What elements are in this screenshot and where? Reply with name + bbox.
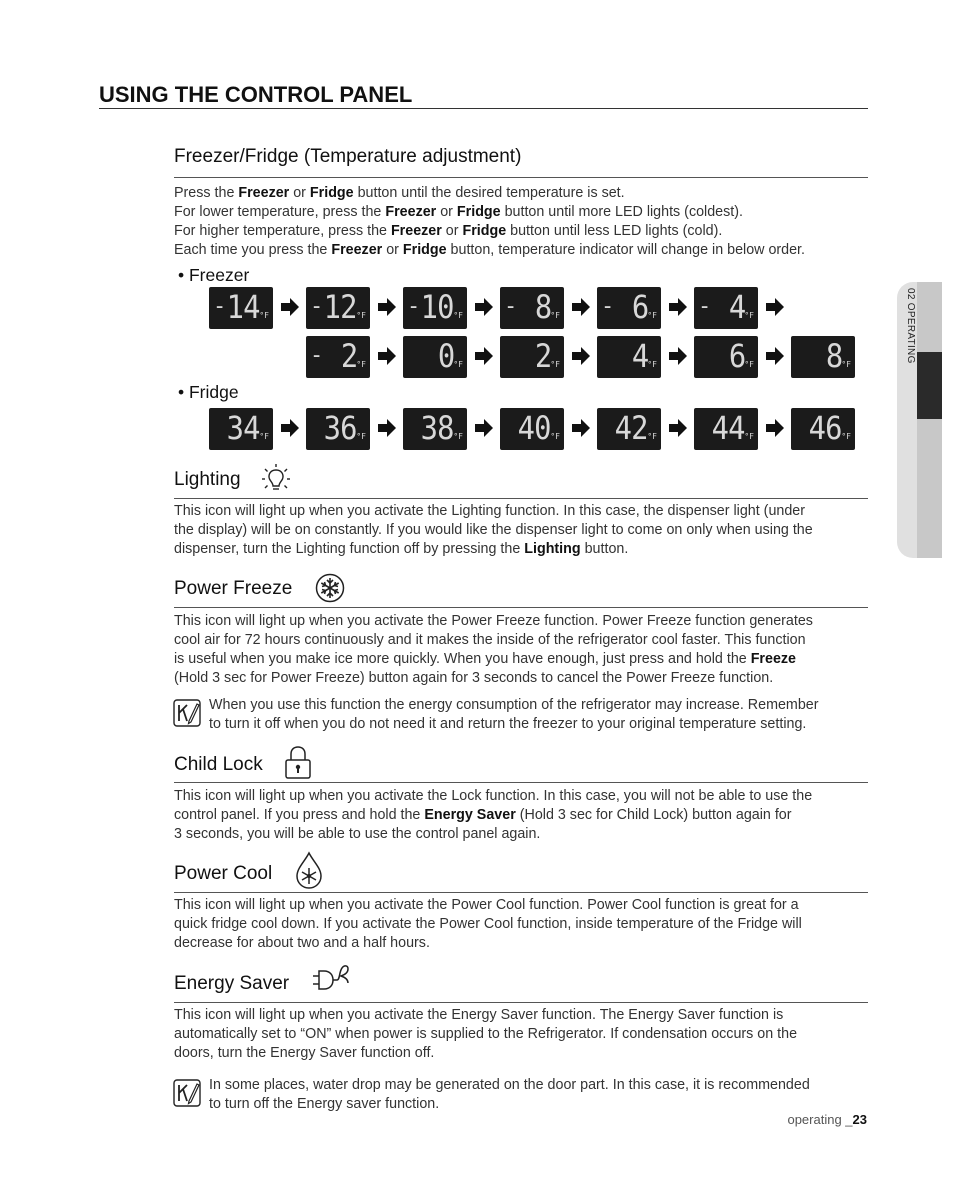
temperature-display bbox=[597, 336, 661, 378]
power-cool-icon bbox=[294, 851, 324, 891]
arrow-right-icon bbox=[668, 418, 688, 438]
arrow-right-icon bbox=[571, 418, 591, 438]
temperature-display bbox=[403, 408, 467, 450]
minus-sign: - bbox=[504, 294, 518, 319]
title-rule bbox=[99, 108, 868, 109]
arrow-right-icon bbox=[668, 297, 688, 317]
temperature-value: 6 bbox=[631, 288, 648, 326]
power-freeze-text: This icon will light up when you activate the Power Freeze function. Power Freeze function generates cool air for 72 hours continuously and it makes the inside of the refrigerator cool faster. This function is useful when you make ice more quickly. When you have enough, just press and hold the Freeze (Hold 3 sec for Power Freeze) button again for 3 seconds to cancel the Power Freeze function. bbox=[174, 613, 813, 686]
minus-sign: - bbox=[213, 294, 227, 319]
temperature-value: 34 bbox=[227, 409, 260, 447]
temperature-display bbox=[306, 408, 370, 450]
minus-sign: - bbox=[310, 343, 324, 368]
unit-label: °F bbox=[744, 360, 754, 369]
energy-saver-heading: Energy Saver bbox=[174, 973, 290, 994]
temperature-display bbox=[500, 408, 564, 450]
temp-line: For lower temperature, press the Freezer or Fridge button until more LED lights (coldest). bbox=[174, 204, 743, 220]
arrow-right-icon bbox=[377, 297, 397, 317]
lock-icon bbox=[284, 745, 312, 781]
minus-sign: - bbox=[407, 294, 421, 319]
arrow-right-icon bbox=[280, 418, 300, 438]
temp-rule bbox=[174, 177, 868, 178]
side-tab-label: 02 OPERATING bbox=[905, 288, 916, 364]
child-lock-text: This icon will light up when you activate the Lock function. In this case, you will not be able to use the control panel. If you press and hold the Energy Saver (Hold 3 sec for Child Lock) button again for 3 seconds, you will be able to use the control panel again. bbox=[174, 788, 813, 842]
power-cool-heading: Power Cool bbox=[174, 863, 273, 884]
arrow-right-icon bbox=[765, 297, 785, 317]
note-icon bbox=[173, 699, 201, 727]
temperature-value: 8 bbox=[534, 288, 551, 326]
unit-label: °F bbox=[453, 360, 463, 369]
temperature-value: 14 bbox=[227, 288, 260, 326]
unit-label: °F bbox=[550, 360, 560, 369]
unit-label: °F bbox=[259, 432, 269, 441]
arrow-right-icon bbox=[571, 346, 591, 366]
arrow-right-icon bbox=[668, 346, 688, 366]
page-footer: operating _23 bbox=[787, 1112, 867, 1127]
temperature-display bbox=[791, 336, 855, 378]
minus-sign: - bbox=[310, 294, 324, 319]
temperature-value: 2 bbox=[534, 337, 551, 375]
temp-line: Each time you press the Freezer or Fridge button, temperature indicator will change in below order. bbox=[174, 242, 805, 258]
unit-label: °F bbox=[744, 432, 754, 441]
temperature-value: 44 bbox=[712, 409, 745, 447]
child-lock-heading: Child Lock bbox=[174, 754, 263, 775]
temp-line: Press the Freezer or Fridge button until the desired temperature is set. bbox=[174, 185, 625, 201]
temperature-display bbox=[694, 408, 758, 450]
temperature-display bbox=[403, 287, 467, 329]
lightbulb-icon bbox=[260, 462, 292, 496]
temperature-value: 6 bbox=[728, 337, 745, 375]
temperature-value: 4 bbox=[728, 288, 745, 326]
temperature-display bbox=[306, 287, 370, 329]
arrow-right-icon bbox=[377, 346, 397, 366]
unit-label: °F bbox=[744, 311, 754, 320]
temperature-value: 2 bbox=[340, 337, 357, 375]
minus-sign: - bbox=[601, 294, 615, 319]
unit-label: °F bbox=[647, 432, 657, 441]
arrow-right-icon bbox=[571, 297, 591, 317]
power-freeze-heading: Power Freeze bbox=[174, 578, 293, 599]
arrow-right-icon bbox=[765, 346, 785, 366]
temperature-display bbox=[403, 336, 467, 378]
arrow-right-icon bbox=[377, 418, 397, 438]
temperature-value: 12 bbox=[324, 288, 357, 326]
temperature-value: 8 bbox=[825, 337, 842, 375]
fridge-label: • Fridge bbox=[178, 382, 239, 402]
temperature-value: 42 bbox=[615, 409, 648, 447]
unit-label: °F bbox=[356, 311, 366, 320]
unit-label: °F bbox=[841, 360, 851, 369]
unit-label: °F bbox=[259, 311, 269, 320]
temp-instructions bbox=[174, 184, 868, 260]
temperature-value: 40 bbox=[518, 409, 551, 447]
temperature-value: 38 bbox=[421, 409, 454, 447]
page-title: USING THE CONTROL PANEL bbox=[99, 82, 413, 107]
temperature-display bbox=[500, 287, 564, 329]
temperature-display bbox=[209, 287, 273, 329]
energy-saver-icon bbox=[311, 962, 351, 996]
unit-label: °F bbox=[356, 432, 366, 441]
side-tab-bar bbox=[917, 282, 942, 558]
temperature-display bbox=[500, 336, 564, 378]
temperature-display bbox=[791, 408, 855, 450]
freezer-label: • Freezer bbox=[178, 265, 250, 285]
power-cool-rule bbox=[174, 892, 868, 893]
minus-sign: - bbox=[698, 294, 712, 319]
energy-saver-text: This icon will light up when you activate the Energy Saver function. The Energy Saver function is automatically set to “ON” when power is supplied to the Refrigerator. If condensation occurs on the doors, turn the Energy Saver function off. bbox=[174, 1007, 798, 1061]
lighting-text: This icon will light up when you activate the Lighting function. In this case, the dispenser light (under the display) will be on constantly. If you would like the dispenser light to come on only when using the dispenser, turn the Lighting function off by pressing the Lighting button. bbox=[174, 503, 813, 557]
temperature-display bbox=[597, 287, 661, 329]
unit-label: °F bbox=[647, 311, 657, 320]
unit-label: °F bbox=[356, 360, 366, 369]
unit-label: °F bbox=[647, 360, 657, 369]
arrow-right-icon bbox=[765, 418, 785, 438]
arrow-right-icon bbox=[474, 418, 494, 438]
temperature-value: 46 bbox=[809, 409, 842, 447]
temp-line: For higher temperature, press the Freezer or Fridge button until less LED lights (cold). bbox=[174, 223, 723, 239]
arrow-right-icon bbox=[474, 346, 494, 366]
unit-label: °F bbox=[841, 432, 851, 441]
unit-label: °F bbox=[453, 311, 463, 320]
temperature-value: 10 bbox=[421, 288, 454, 326]
arrow-right-icon bbox=[280, 297, 300, 317]
note-icon bbox=[173, 1079, 201, 1107]
temperature-value: 4 bbox=[631, 337, 648, 375]
lighting-rule bbox=[174, 498, 868, 499]
temperature-display bbox=[209, 408, 273, 450]
lighting-heading: Lighting bbox=[174, 469, 241, 490]
temp-heading: Freezer/Fridge (Temperature adjustment) bbox=[174, 146, 522, 167]
unit-label: °F bbox=[550, 432, 560, 441]
power-freeze-icon bbox=[314, 572, 346, 604]
temperature-value: 36 bbox=[324, 409, 357, 447]
temperature-display bbox=[597, 408, 661, 450]
temperature-value: 0 bbox=[437, 337, 454, 375]
energy-saver-rule bbox=[174, 1002, 868, 1003]
side-tab-marker bbox=[917, 352, 942, 419]
arrow-right-icon bbox=[474, 297, 494, 317]
energy-saver-note: In some places, water drop may be generated on the door part. In this case, it is recommended to turn off the Energy saver function. bbox=[209, 1077, 810, 1112]
power-freeze-rule bbox=[174, 607, 868, 608]
child-lock-rule bbox=[174, 782, 868, 783]
power-cool-text: This icon will light up when you activate the Power Cool function. Power Cool function is great for a quick fridge cool down. If you activate the Power Cool function, inside temperature of the Fridge will decrease for about two and a half hours. bbox=[174, 897, 802, 951]
power-freeze-note: When you use this function the energy consumption of the refrigerator may increase. Remember to turn it off when you do not need it and return the freezer to your original temperature setting. bbox=[209, 697, 819, 732]
temperature-display bbox=[694, 287, 758, 329]
unit-label: °F bbox=[453, 432, 463, 441]
temperature-display bbox=[306, 336, 370, 378]
unit-label: °F bbox=[550, 311, 560, 320]
temperature-display bbox=[694, 336, 758, 378]
